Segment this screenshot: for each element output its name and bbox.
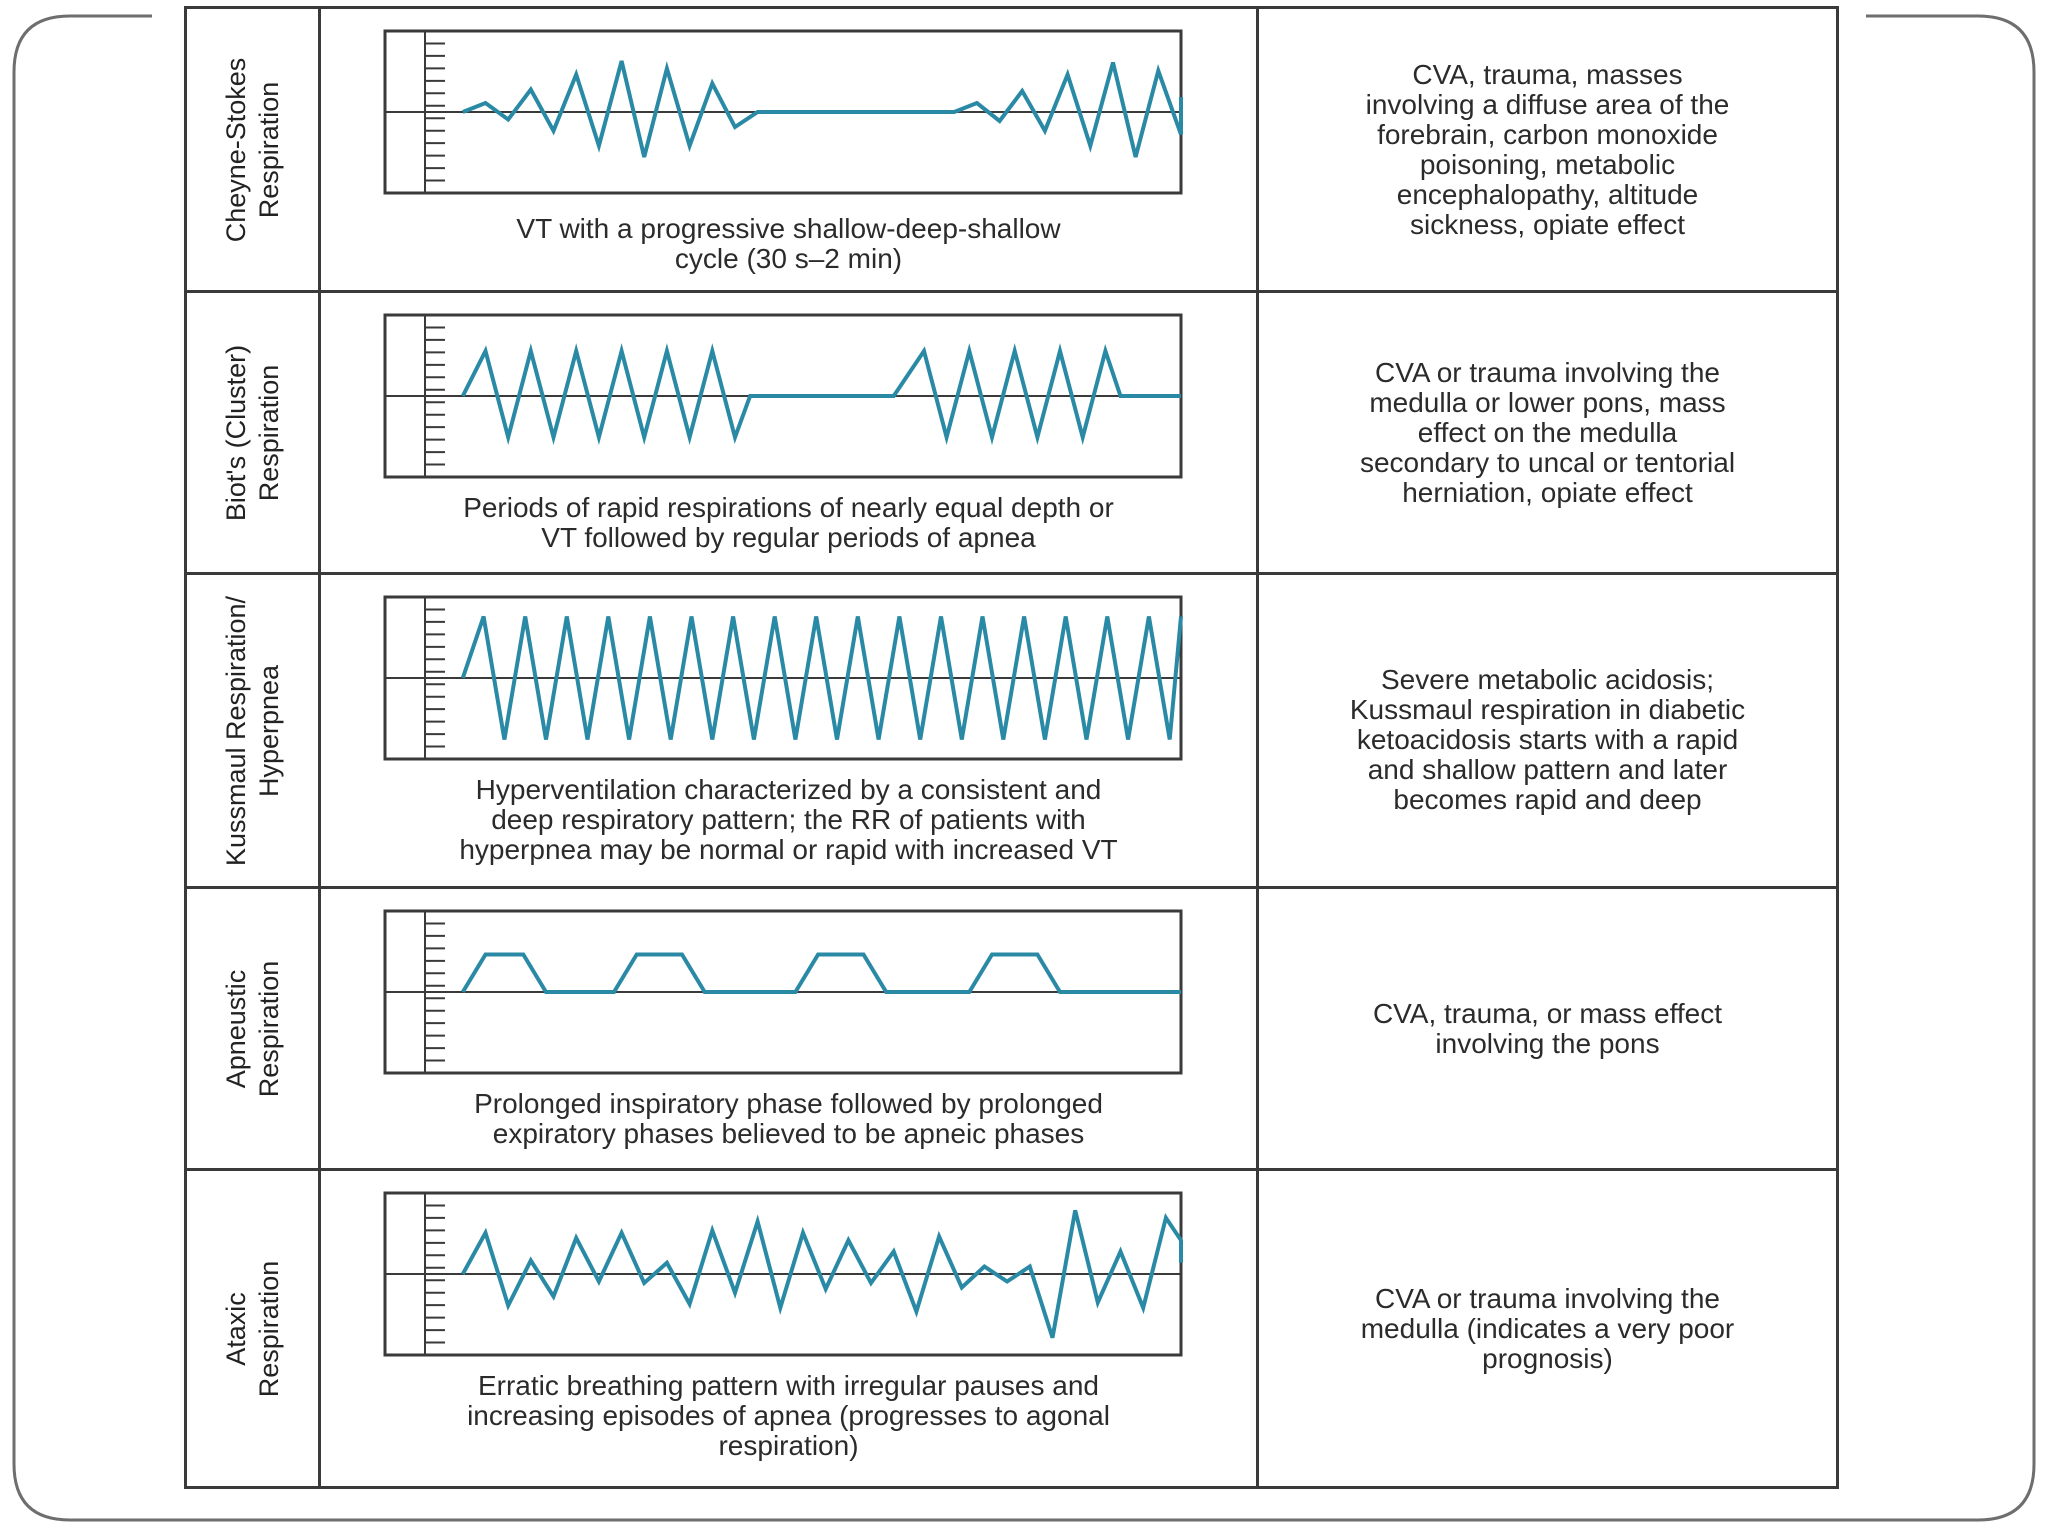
breathing-waveform	[463, 351, 1181, 437]
causes-cell: CVA, trauma, or mass effect involving the pons	[1258, 888, 1838, 1170]
causes-cell: CVA or trauma involving the medulla (indicates a very poor prognosis)	[1258, 1170, 1838, 1488]
kussmaul-waveform	[383, 595, 1183, 761]
row-label: Apneustic Respiration	[186, 888, 320, 1170]
breathing-waveform	[463, 61, 1181, 157]
pattern-description: Erratic breathing pattern with irregular pauses and increasing episodes of apnea (progresses to agonal respiration)	[467, 1370, 1110, 1461]
pattern-description: VT with a progressive shallow-deep-shallow cycle (30 s–2 min)	[516, 213, 1061, 274]
table-row	[186, 888, 1838, 1170]
row-label: Cheyne-Stokes Respiration	[186, 8, 320, 292]
causes-cell: CVA, trauma, masses involving a diffuse area of the forebrain, carbon monoxide poisoning, metabolic encephalopathy, altitude sickness, opiate effect	[1258, 8, 1838, 292]
waveform-cell	[320, 888, 1258, 1170]
row-label: Ataxic Respiration	[186, 1170, 320, 1488]
table-row	[186, 574, 1838, 888]
breathing-waveform	[463, 955, 1181, 993]
pattern-description: Periods of rapid respirations of nearly equal depth or VT followed by regular periods of apnea	[463, 492, 1114, 553]
waveform-cell	[320, 292, 1258, 574]
pattern-description: Prolonged inspiratory phase followed by prolonged expiratory phases believed to be apneic phases	[474, 1088, 1103, 1149]
apneustic-waveform	[383, 909, 1183, 1075]
row-label: Biot's (Cluster) Respiration	[186, 292, 320, 574]
table-row	[186, 292, 1838, 574]
pattern-description: Hyperventilation characterized by a consistent and deep respiratory pattern; the RR of patients with hyperpnea may be normal or rapid with increased VT	[459, 774, 1118, 865]
causes-cell: Severe metabolic acidosis; Kussmaul respiration in diabetic ketoacidosis starts with a rapid and shallow pattern and later becomes rapid and deep	[1258, 574, 1838, 888]
causes-cell: CVA or trauma involving the medulla or lower pons, mass effect on the medulla secondary to uncal or tentorial herniation, opiate effect	[1258, 292, 1838, 574]
waveform-cell	[320, 8, 1258, 292]
waveform-cell	[320, 574, 1258, 888]
ataxic-waveform	[383, 1191, 1183, 1357]
cheyne-stokes-waveform	[383, 29, 1183, 195]
waveform-cell	[320, 1170, 1258, 1488]
table-row	[186, 8, 1838, 292]
table-row	[186, 1170, 1838, 1488]
biots-waveform	[383, 313, 1183, 479]
respiration-patterns-table	[184, 6, 1839, 1489]
row-label: Kussmaul Respiration/ Hyperpnea	[186, 574, 320, 888]
